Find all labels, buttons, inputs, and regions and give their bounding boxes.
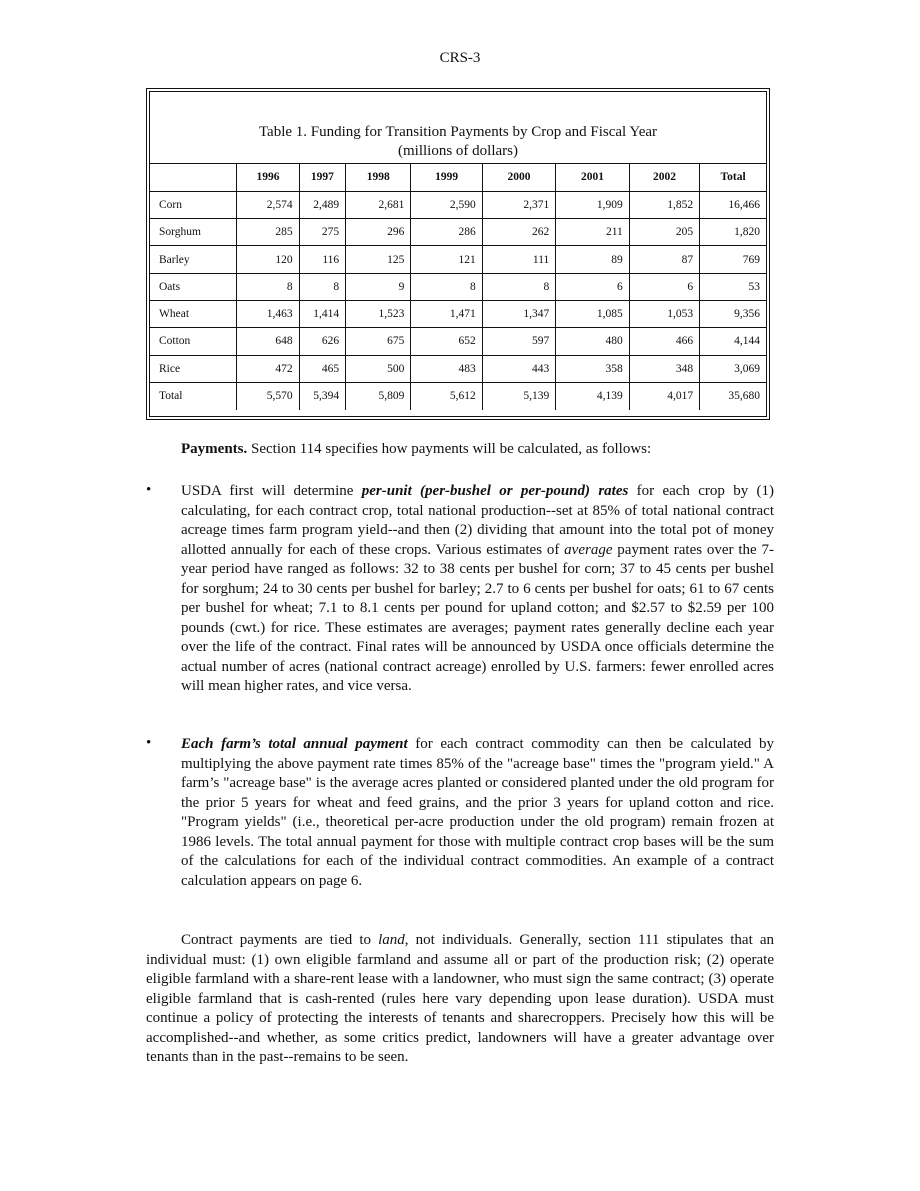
- closing-paragraph: [146, 931, 774, 1068]
- row-label: Wheat: [150, 300, 237, 327]
- table-cell: 1,085: [556, 300, 630, 327]
- table-cell: 205: [629, 219, 699, 246]
- table-cell: 1,523: [346, 300, 411, 327]
- table-cell: 466: [629, 328, 699, 355]
- table-row: [150, 300, 766, 327]
- table-row: [150, 328, 766, 355]
- table-row: [150, 273, 766, 300]
- table-cell: 4,144: [700, 328, 766, 355]
- column-header: 2002: [629, 164, 699, 191]
- table-cell: 116: [299, 246, 346, 273]
- table-cell: 211: [556, 219, 630, 246]
- column-header: 1998: [346, 164, 411, 191]
- row-label: Barley: [150, 246, 237, 273]
- bullet-payment-rates: [181, 482, 774, 697]
- table-row: [150, 382, 766, 409]
- table-cell: 472: [237, 355, 299, 382]
- row-label: Rice: [150, 355, 237, 382]
- bullet1-rest: payment rates over the 7-year period have ranged as follows: 32 to 38 cents per bushel for corn; 37 to 45 cents per bushel for sorghum; 24 to 30 cents per bushel for barley; 2.7 to 6 cents per bushel for oats; 61 to 67 cents per bushel for wheat; 7.1 to 8.1 cents per pound for upland cotton; and $2.57 to $2.59 per 100 pounds (cwt.) for rice. These estimates are averages; payment rates generally decline each year over the life of the contract. Final rates will be announced by USDA once officials determine the actual number of acres (national contract acreage) enrolled by U.S. farmers: fewer enrolled acres will mean higher rates, and vice versa.: [181, 541, 774, 694]
- bullet-marker-2: •: [146, 735, 152, 751]
- table-cell: 652: [411, 328, 482, 355]
- table-cell: 1,463: [237, 300, 299, 327]
- table-cell: 4,139: [556, 382, 630, 409]
- table-header-row: [150, 164, 766, 191]
- table-row: [150, 246, 766, 273]
- table-cell: 675: [346, 328, 411, 355]
- table-cell: 5,612: [411, 382, 482, 409]
- table-cell: 35,680: [728, 390, 760, 403]
- bullet-marker-1: •: [146, 482, 152, 498]
- table-cell: 3,069: [700, 355, 766, 382]
- table-cell: 5,139: [482, 382, 556, 409]
- table-caption-units: (millions of dollars): [398, 143, 518, 159]
- column-header: Total: [700, 164, 766, 191]
- table-cell: 443: [482, 355, 556, 382]
- table-cell: 5,570: [237, 382, 299, 409]
- table-cell: 465: [299, 355, 346, 382]
- table-cell: 1,909: [556, 191, 630, 218]
- table-cell: 16,466: [700, 191, 766, 218]
- funding-data-table: [150, 164, 766, 410]
- bullet1-lead: USDA first will determine: [181, 483, 362, 499]
- table-row: [150, 191, 766, 218]
- table-cell: 483: [411, 355, 482, 382]
- table-cell: 769: [700, 246, 766, 273]
- row-label: Sorghum: [150, 219, 237, 246]
- table-cell: 358: [556, 355, 630, 382]
- table-cell: 286: [411, 219, 482, 246]
- table-cell: 8: [237, 273, 299, 300]
- column-header: 1997: [299, 164, 346, 191]
- table-cell: 2,681: [346, 191, 411, 218]
- payments-heading: Payments.: [181, 441, 248, 457]
- table-cell: 120: [237, 246, 299, 273]
- row-label: Corn: [150, 191, 237, 218]
- table-row: [150, 219, 766, 246]
- row-label: Oats: [150, 273, 237, 300]
- table-cell: 8: [482, 273, 556, 300]
- column-header: 2001: [556, 164, 630, 191]
- column-header: 1996: [237, 164, 299, 191]
- table-cell: 648: [237, 328, 299, 355]
- bullet1-middle: for each crop by (1) calculating, for each contract crop, total national production--set at 85% of total national contract acreage times farm program yield--and then (2) dividing that amount into the total pot of money allotted annually for each of these crops. Various estimates of: [181, 483, 775, 558]
- table-cell: 2,574: [237, 191, 299, 218]
- table-cell: 275: [299, 219, 346, 246]
- bullet2-emphasis: Each farm’s total annual payment: [181, 736, 408, 752]
- table-cell: 9: [346, 273, 411, 300]
- table-cell: 1,852: [629, 191, 699, 218]
- closing-lead: Contract payments are tied to: [181, 932, 379, 948]
- bullet-farm-payment: [181, 735, 774, 891]
- table-cell: 5,394: [299, 382, 346, 409]
- table-cell: 1,471: [411, 300, 482, 327]
- table-cell: 262: [482, 219, 556, 246]
- table-cell: 1,347: [482, 300, 556, 327]
- table-cell: 480: [556, 328, 630, 355]
- table-cell: 4,017: [629, 382, 699, 409]
- closing-italic: land: [378, 932, 405, 948]
- table-cell: 500: [346, 355, 411, 382]
- payments-text: Section 114 specifies how payments will be calculated, as follows:: [251, 441, 652, 457]
- table-cell: 2,590: [411, 191, 482, 218]
- table-cell: 6: [556, 273, 630, 300]
- table-cell: 597: [482, 328, 556, 355]
- table-cell: 89: [556, 246, 630, 273]
- table-cell: 2,489: [299, 191, 346, 218]
- table-cell: 5,809: [346, 382, 411, 409]
- table-cell: 8: [299, 273, 346, 300]
- table-cell: 53: [700, 273, 766, 300]
- table-cell: 8: [411, 273, 482, 300]
- bullet1-emphasis: per-unit (per-bushel or per-pound) rates: [361, 483, 629, 499]
- table-cell: 285: [237, 219, 299, 246]
- table-cell: 1,820: [700, 219, 766, 246]
- table-cell: 125: [346, 246, 411, 273]
- table-row: [150, 355, 766, 382]
- table-caption: [150, 92, 766, 164]
- table-cell: 2,371: [482, 191, 556, 218]
- table-cell: 6: [629, 273, 699, 300]
- table-cell: 296: [346, 219, 411, 246]
- table-cell: 9,356: [700, 300, 766, 327]
- table-cell: 626: [299, 328, 346, 355]
- table-cell: 1,053: [629, 300, 699, 327]
- table-caption-title: Table 1. Funding for Transition Payments by Crop and Fiscal Year: [258, 124, 658, 140]
- closing-rest: , not individuals. Generally, section 111 stipulates that an individual must: (1) own eligible farmland and assume all or part of the production risk; (2) operate eligible farmland with a share-rent lease with a landowner, who must sign the same contract; (3) operate eligible farmland that is cash-rented (rules here vary depending upon lease duration). USDA must continue a policy of protecting the interests of tenants and sharecroppers. Precisely how this will be accomplished--and whether, as some critics predict, landowners will have a greater advantage over tenants than in the past--remains to be seen.: [146, 932, 774, 1065]
- bullet1-italic: average: [564, 541, 613, 558]
- table-cell: 111: [482, 246, 556, 273]
- table-cell: 121: [411, 246, 482, 273]
- column-header: 2000: [482, 164, 556, 191]
- table-cell: 348: [629, 355, 699, 382]
- column-header: [150, 164, 237, 191]
- row-label: Total: [150, 382, 237, 409]
- table-cell: 1,414: [299, 300, 346, 327]
- funding-table: [146, 88, 770, 420]
- column-header: 1999: [411, 164, 482, 191]
- funding-table-inner: [149, 91, 767, 417]
- bullet2-rest: for each contract commodity can then be calculated by multiplying the above payment rate times 85% of the "acreage base" times the "program yield." A farm’s "acreage base" is the average acres planted or considered planted under the old program for the prior 5 years for wheat and feed grains, and the prior 3 years for upland cotton and rice. "Program yields" (i.e., theoretical per-acre production under the old program) remain frozen at 1986 levels. The total annual payment for those with multiple contract crop bases will be the sum of the calculations for each of the individual contract commodities. An example of a contract calculation appears on page 6.: [181, 736, 775, 889]
- page-header: CRS-3: [439, 50, 481, 66]
- table-cell: 87: [629, 246, 699, 273]
- table-body: [150, 191, 766, 409]
- row-label: Cotton: [150, 328, 237, 355]
- payments-paragraph: [181, 440, 771, 460]
